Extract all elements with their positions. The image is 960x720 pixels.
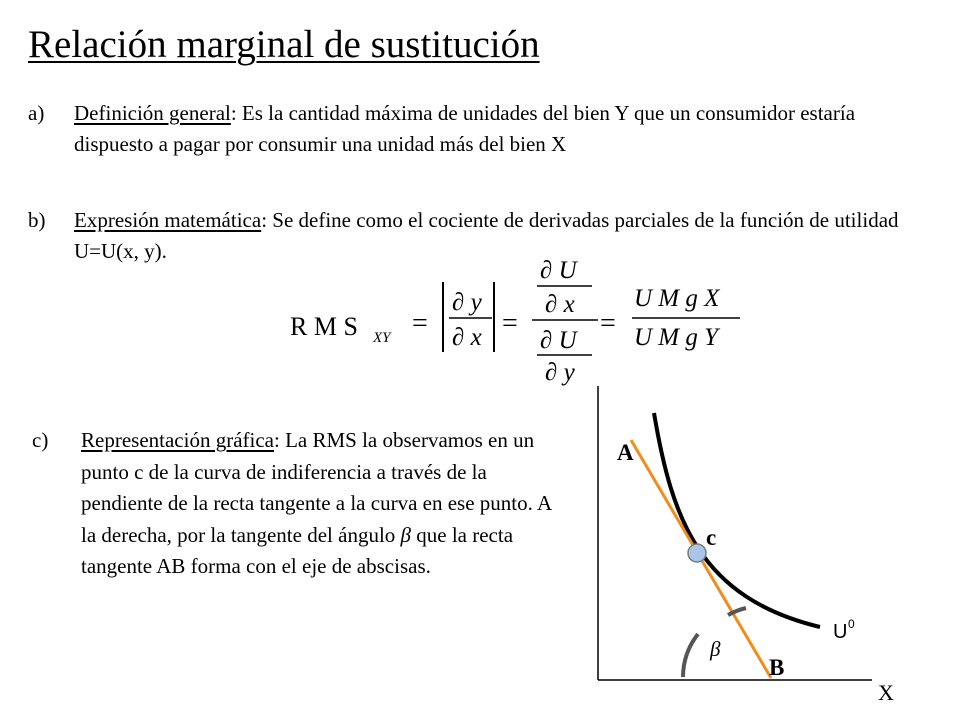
point-label-b: B bbox=[769, 655, 785, 680]
point-label-a: A bbox=[617, 440, 634, 465]
formula-dU-top: ∂ U bbox=[540, 257, 577, 284]
formula-umgy: U M g Y bbox=[634, 324, 719, 351]
formula-lhs-sub: XY bbox=[373, 330, 391, 346]
item-body: observamos en un punto c de la curva de indiferencia a través de la pendiente de la recta tangente a la curva en ese punto. A la derecha, por la tangente del ángulo bbox=[81, 428, 551, 547]
formula-equals-1: = bbox=[412, 308, 428, 339]
formula-dx: ∂ x bbox=[452, 324, 482, 351]
curve-label-u-sup: 0 bbox=[848, 617, 855, 631]
x-axis-label: X bbox=[878, 680, 894, 705]
item-body: : La RMS la bbox=[273, 428, 378, 452]
formula-lhs: R M S bbox=[290, 312, 358, 341]
formula-equals-2: = bbox=[502, 308, 518, 339]
item-heading: Expresión matemática bbox=[74, 208, 262, 232]
point-label-c: c bbox=[706, 525, 717, 550]
item-marker: b) bbox=[28, 208, 46, 232]
formula-umgx: U M g X bbox=[634, 285, 720, 312]
item-body: que la recta tangente AB forma con el eje de abscisas. bbox=[81, 522, 514, 578]
item-heading: Definición general bbox=[74, 101, 231, 125]
formula-dy: ∂ y bbox=[452, 289, 482, 316]
formula-dx-2: ∂ x bbox=[545, 291, 575, 318]
beta-symbol: β bbox=[400, 522, 411, 547]
tangent-point bbox=[688, 544, 706, 562]
formula-equals-3: = bbox=[600, 308, 616, 339]
formula-dy-2: ∂ y bbox=[545, 359, 575, 386]
item-body: : Se define como el cociente de derivadas parciales de la función de utilidad U=U(x, y). bbox=[74, 208, 899, 263]
angle-arc-lower bbox=[683, 634, 698, 677]
slide-title: Relación marginal de sustitución bbox=[28, 23, 540, 66]
item-marker: c) bbox=[32, 428, 49, 452]
formula-dU-bottom: ∂ U bbox=[540, 327, 577, 354]
angle-label-beta: β bbox=[710, 637, 721, 661]
item-body: : Es la cantidad máxima de unidades del bien Y que un consumidor estaría dispuesto a pagar por consumir una unidad más del bien X bbox=[74, 101, 856, 156]
curve-label-u: U bbox=[833, 621, 848, 643]
item-marker: a) bbox=[28, 101, 45, 125]
item-heading: Representación gráfica bbox=[81, 428, 274, 452]
